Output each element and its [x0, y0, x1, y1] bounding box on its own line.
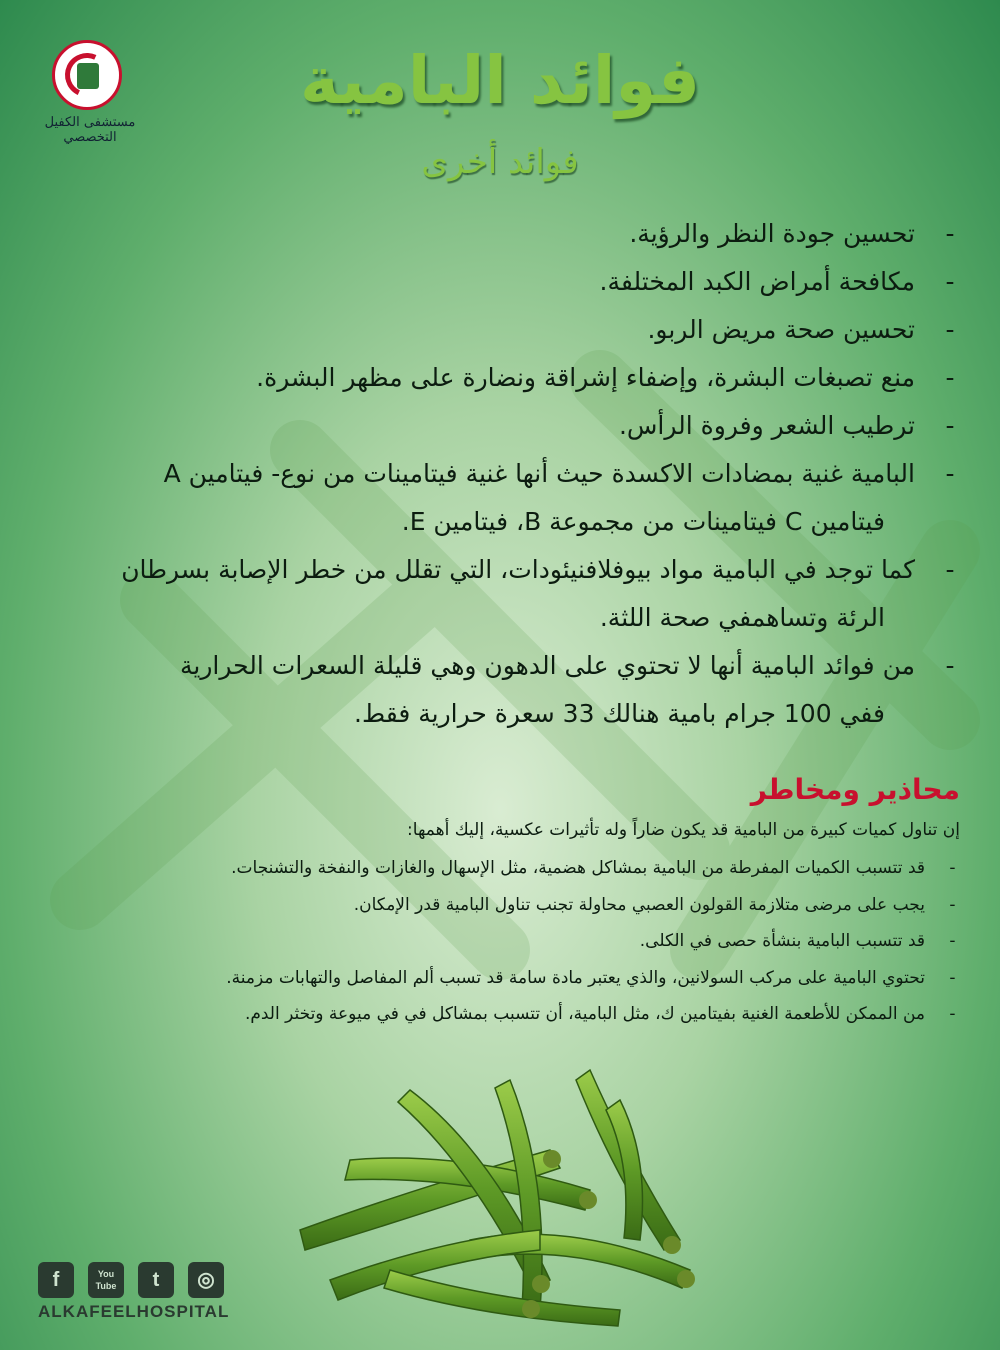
list-item: - البامية غنية بمضادات الاكسدة حيث أنها غنية فيتامينات من نوع- فيتامين A فيتامين C فيتامينات من مجموعة B، فيتامين E.: [163, 459, 955, 536]
list-item: - قد تتسبب البامية بنشأة حصى في الكلى.: [639, 931, 956, 951]
warnings-list: [40, 850, 960, 1033]
list-item: - يجب على مرضى متلازمة القولون العصبي محاولة تجنب تناول البامية قدر الإمكان.: [353, 894, 956, 915]
social-links: [38, 1262, 228, 1332]
logo-text: مستشفى الكفيل التخصصي: [44, 115, 136, 145]
logo-emblem: [52, 40, 122, 110]
youtube-icon[interactable]: You Tube: [88, 1262, 124, 1298]
list-item: - من الممكن للأطعمة الغنية بفيتامين ك، مثل البامية، أن تتسبب بمشاكل في في ميوعة وتخثر الدم.: [244, 1004, 956, 1024]
instagram-icon[interactable]: ◎: [188, 1262, 224, 1298]
hospital-logo: [30, 35, 150, 145]
okra-pile-image: [290, 1040, 710, 1330]
warnings-heading: محاذير ومخاطر: [750, 773, 960, 806]
facebook-icon[interactable]: f: [38, 1262, 74, 1298]
list-item: - تحسين صحة مريض الربو.: [647, 315, 955, 344]
list-item: - ترطيب الشعر وفروة الرأس.: [618, 411, 955, 440]
page-title: فوائد البامية: [299, 42, 701, 119]
page-subtitle: فوائد أخرى: [421, 142, 579, 182]
warnings-intro: إن تناول كميات كبيرة من البامية قد يكون ضاراً وله تأثيرات عكسية، إليك أهمها:: [407, 820, 960, 840]
shrine-icon: [77, 63, 99, 89]
list-item: - مكافحة أمراض الكبد المختلفة.: [599, 267, 955, 296]
list-item: - منع تصبغات البشرة، وإضفاء إشراقة ونضارة على مظهر البشرة.: [256, 363, 955, 392]
benefits-list: [30, 210, 960, 738]
list-item: - كما توجد في البامية مواد بيوفلافنيئودات، التي تقلل من خطر الإصابة بسرطان الرئة وتساهمفي صحة اللثة.: [121, 555, 955, 632]
social-handle: ALKAFEELHOSPITAL: [38, 1302, 230, 1321]
list-item: - قد تتسبب الكميات المفرطة من البامية بمشاكل هضمية، مثل الإسهال والغازات والنفخة والتشنجات.: [231, 858, 956, 878]
list-item: - تحسين جودة النظر والرؤية.: [629, 219, 955, 248]
list-item: - من فوائد البامية أنها لا تحتوي على الدهون وهي قليلة السعرات الحرارية ففي 100 جرام بامية هنالك 33 سعرة حرارية فقط.: [179, 651, 955, 728]
list-item: - تحتوي البامية على مركب السولانين، والذي يعتبر مادة سامة قد تسبب ألم المفاصل والتهابات مزمنة.: [226, 967, 956, 988]
twitter-icon[interactable]: t: [138, 1262, 174, 1298]
